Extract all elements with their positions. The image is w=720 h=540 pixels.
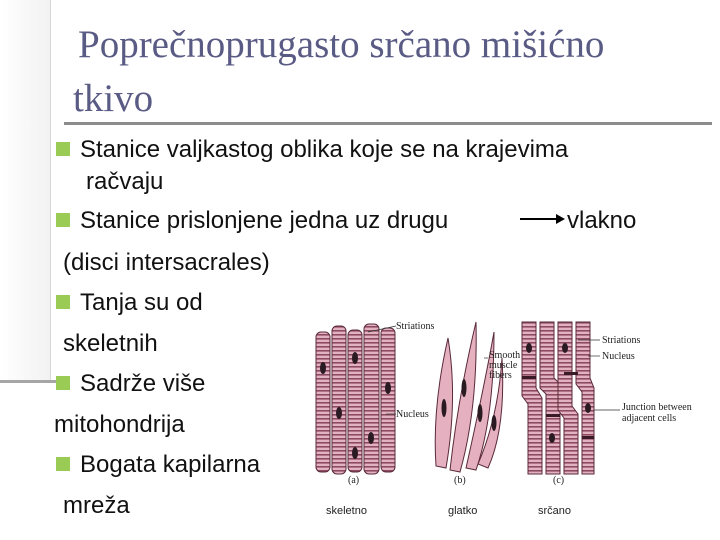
caption-skeletno: skeletno	[326, 505, 367, 517]
label-striations-a: Striations	[396, 321, 435, 332]
panel-letter-b: (b)	[454, 475, 466, 486]
panel-letter-a: (a)	[348, 475, 360, 486]
bullet-square-icon	[56, 142, 70, 156]
panel-letter-c: (c)	[553, 475, 565, 486]
title-line-1: Poprečnoprugasto srčano mišićno	[78, 23, 605, 66]
bullet-3-cont: skeletnih	[63, 330, 158, 357]
bullet-2-target: vlakno	[567, 207, 637, 234]
arrow-right-icon	[518, 212, 566, 226]
bullet-square-icon	[56, 457, 70, 471]
bullet-square-icon	[56, 376, 70, 390]
side-decoration	[0, 0, 51, 382]
caption-srcano: srčano	[538, 505, 572, 517]
bullet-5	[56, 451, 260, 479]
label-smooth-fibers: Smooth muscle fibers	[489, 350, 521, 381]
bullet-4	[56, 370, 205, 398]
label-junction: Junction between adjacent cells	[622, 402, 692, 424]
skeletal-muscle-drawing	[316, 324, 396, 474]
bullet-1-cont: račvaju	[86, 168, 164, 195]
label-striations-c: Striations	[602, 335, 641, 346]
slide-title	[73, 18, 678, 126]
title-divider	[64, 122, 712, 125]
muscle-tissue-figure	[308, 318, 713, 528]
bullet-3	[56, 289, 203, 317]
label-nucleus-a: Nucleus	[396, 409, 429, 420]
bullet-3-text-a: Tanja su od	[80, 289, 203, 316]
caption-glatko: glatko	[448, 505, 478, 517]
bullet-5-text-a: Bogata kapilarna	[80, 451, 261, 478]
bullet-4-text-a: Sadrže više	[80, 370, 206, 397]
smooth-muscle-drawing	[435, 322, 503, 472]
bullet-2-cont: (disci intersacrales)	[63, 249, 270, 276]
bullet-2	[56, 207, 448, 235]
bullet-4-cont: mitohondrija	[54, 411, 185, 438]
bullet-5-cont: mreža	[63, 492, 130, 519]
bullet-1-text-a: Stanice valjkastog oblika koje se na krajevima	[80, 136, 569, 163]
bullet-1	[56, 136, 568, 164]
bullet-square-icon	[56, 295, 70, 309]
bullet-2-text-a: Stanice prislonjene jedna uz drugu	[80, 207, 449, 234]
title-line-2: tkivo	[73, 77, 154, 120]
label-nucleus-c: Nucleus	[602, 351, 635, 362]
bullet-square-icon	[56, 213, 70, 227]
